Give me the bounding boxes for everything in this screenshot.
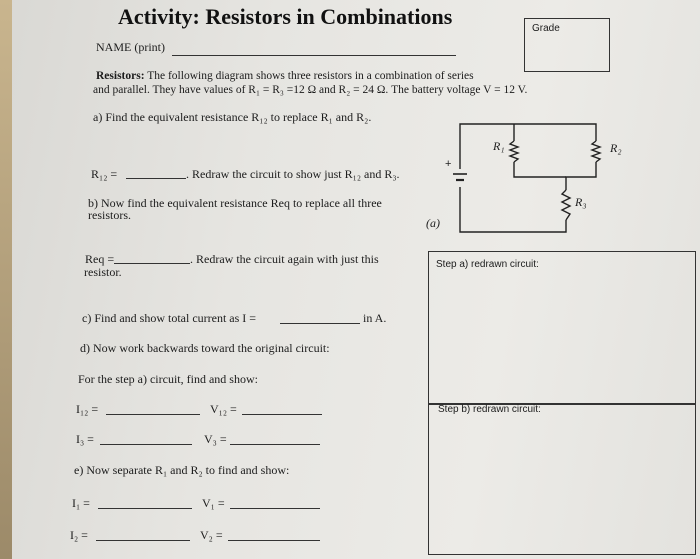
circuit-wire bbox=[460, 187, 566, 232]
page-title: Activity: Resistors in Combinations bbox=[118, 4, 453, 29]
name-label: NAME (print) bbox=[96, 40, 165, 54]
resistor-r3 bbox=[562, 190, 570, 220]
grade-label: Grade bbox=[532, 23, 560, 34]
part-c-text: c) Find and show total current as I = bbox=[82, 311, 257, 325]
circuit-wire bbox=[566, 162, 596, 190]
resistor-r2 bbox=[592, 141, 600, 162]
part-a-question: a) Find the equivalent resistance R₁₂ to replace R₁ and R₂. bbox=[93, 110, 372, 124]
r2-label: R₂ bbox=[610, 141, 622, 155]
part-b-instruction: . Redraw the circuit again with just this bbox=[190, 252, 379, 266]
part-b-question-2: resistors. bbox=[88, 208, 131, 222]
circuit-wire bbox=[514, 124, 596, 141]
step-a-label: Step a) redrawn circuit: bbox=[436, 259, 539, 270]
i1-label: I₁ = bbox=[72, 496, 90, 510]
v12-label: V₁₂ = bbox=[210, 402, 237, 416]
part-e-text: e) Now separate R₁ and R₂ to find and show: bbox=[74, 463, 290, 477]
intro-text-1: The following diagram shows three resistors in a combination of series bbox=[147, 70, 474, 82]
circuit-wire bbox=[514, 162, 566, 177]
v2-label: V₂ = bbox=[200, 528, 223, 542]
i2-label: I₂ = bbox=[70, 528, 88, 542]
step-b-label: Step b) redrawn circuit: bbox=[438, 404, 541, 415]
part-c-unit: in A. bbox=[363, 311, 387, 325]
part-a-instruction: . Redraw the circuit to show just R₁₂ and R₃. bbox=[186, 167, 400, 181]
part-b-question-1: b) Now find the equivalent resistance Req to replace all three bbox=[88, 196, 382, 210]
i12-label: I₁₂ = bbox=[76, 402, 99, 416]
intro-label: Resistors: bbox=[96, 70, 145, 82]
circuit-wire bbox=[460, 124, 480, 169]
part-b-answer-label: Req = bbox=[85, 252, 115, 266]
intro-line-2: and parallel. They have values of R₁ = R₃ =12 Ω and R₂ = 24 Ω. The battery voltage V = 12 V. bbox=[93, 84, 528, 96]
part-b-instruction-2: resistor. bbox=[84, 265, 122, 279]
step-b-redraw-box[interactable] bbox=[428, 403, 696, 555]
step-a-redraw-box[interactable] bbox=[428, 251, 696, 405]
v1-label: V₁ = bbox=[202, 496, 225, 510]
i3-label: I₃ = bbox=[76, 432, 94, 446]
battery-plus: + bbox=[445, 158, 452, 170]
part-d-sub: For the step a) circuit, find and show: bbox=[78, 372, 258, 386]
r3-label: R₃ bbox=[575, 195, 587, 209]
diagram-caption: (a) bbox=[426, 216, 440, 230]
r1-label: R₁ bbox=[493, 139, 505, 153]
v3-label: V₃ = bbox=[204, 432, 227, 446]
part-d-text: d) Now work backwards toward the original circuit: bbox=[80, 341, 330, 355]
resistor-r1 bbox=[510, 141, 518, 162]
part-a-answer-label: R₁₂ = bbox=[91, 167, 118, 181]
